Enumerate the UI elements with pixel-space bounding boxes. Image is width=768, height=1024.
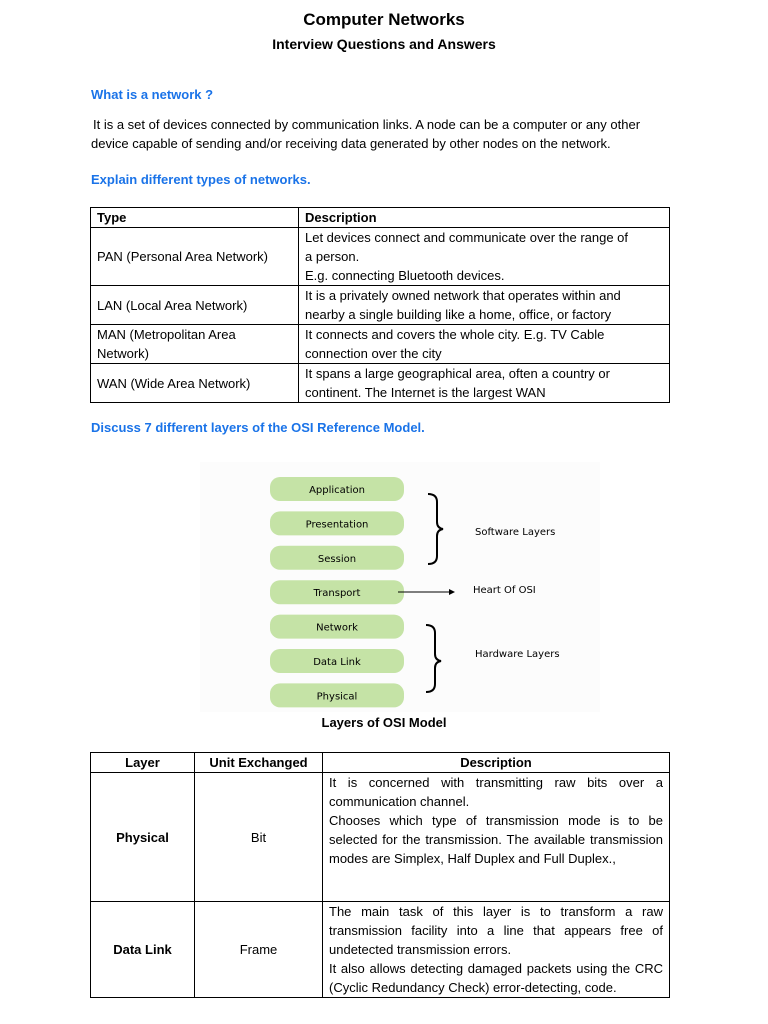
table-row	[91, 364, 670, 403]
type-line: MAN (Metropolitan Area	[97, 327, 236, 342]
layer-label: Transport	[313, 588, 361, 600]
type-line: Network)	[97, 346, 150, 361]
desc-line: Let devices connect and communicate over the range of	[305, 230, 629, 245]
desc-line: E.g. connecting Bluetooth devices.	[305, 268, 505, 283]
table-row	[91, 286, 670, 325]
cell-description	[323, 773, 670, 902]
software-layers-label: Software Layers	[475, 527, 556, 538]
layer-label: Session	[317, 553, 357, 565]
cell-description	[299, 228, 670, 286]
desc-line: connection over the city	[305, 346, 442, 361]
cell-description	[299, 364, 670, 403]
page-title: Computer Networks	[303, 10, 465, 29]
desc-paragraph: It is concerned with transmitting raw bits over a communication channel.	[329, 775, 663, 809]
cell-type: PAN (Personal Area Network)	[91, 228, 299, 286]
question-osi-layers: Discuss 7 different layers of the OSI Reference Model.	[91, 420, 425, 435]
layer-label: Presentation	[305, 519, 369, 531]
header-layer: Layer	[91, 753, 195, 773]
cell-description	[299, 286, 670, 325]
cell-layer: Data Link	[91, 902, 195, 998]
osi-diagram	[200, 462, 600, 712]
table-row	[91, 325, 670, 364]
desc-line: nearby a single building like a home, office, or factory	[305, 307, 612, 322]
desc-line: It is a privately owned network that operates within and	[305, 288, 621, 303]
desc-line: It connects and covers the whole city. E.g. TV Cable	[305, 327, 605, 342]
table-header-row	[91, 208, 670, 228]
cell-type: WAN (Wide Area Network)	[91, 364, 299, 403]
table-row	[91, 228, 670, 286]
cell-unit: Bit	[195, 773, 323, 902]
diagram-caption: Layers of OSI Model	[321, 715, 447, 730]
answer-network-line2: device capable of sending and/or receiving data generated by other nodes on the network.	[91, 136, 611, 151]
layer-stack	[270, 477, 404, 707]
header-description: Description	[299, 208, 670, 228]
desc-paragraph: The main task of this layer is to transform a raw transmission facility into a line that appears free of undetected transmission errors.	[329, 904, 663, 957]
cell-description	[299, 325, 670, 364]
layer-label: Data Link	[313, 657, 361, 668]
layer-label: Network	[316, 622, 358, 634]
table-row	[91, 902, 670, 998]
answer-network-line1: It is a set of devices connected by communication links. A node can be a computer or any other	[93, 117, 641, 132]
heart-of-osi-label: Heart Of OSI	[473, 585, 536, 596]
header-type: Type	[91, 208, 299, 228]
layer-label: Application	[309, 485, 365, 496]
question-network-types: Explain different types of networks.	[91, 172, 311, 187]
network-types-table	[90, 207, 670, 403]
table-header-row	[91, 753, 670, 773]
question-network: What is a network ?	[91, 87, 214, 102]
cell-description	[323, 902, 670, 998]
desc-line: a person.	[305, 249, 360, 264]
desc-paragraph: Chooses which type of transmission mode is to be selected for the transmission. The available transmission modes are Simplex, Half Duplex and Full Duplex.,	[329, 813, 663, 866]
header-description: Description	[323, 753, 670, 773]
cell-layer: Physical	[91, 773, 195, 902]
page-subtitle: Interview Questions and Answers	[272, 36, 496, 52]
cell-type: LAN (Local Area Network)	[91, 286, 299, 325]
header-unit: Unit Exchanged	[195, 753, 323, 773]
osi-layers-table	[90, 752, 670, 998]
desc-paragraph: It also allows detecting damaged packets using the CRC (Cyclic Redundancy Check) error-detecting, code.	[329, 961, 663, 995]
desc-line: It spans a large geographical area, often a country or	[305, 366, 610, 381]
cell-type	[91, 325, 299, 364]
hardware-layers-label: Hardware Layers	[475, 649, 560, 660]
layer-label: Physical	[316, 691, 358, 703]
table-row	[91, 773, 670, 902]
desc-line: continent. The Internet is the largest WAN	[305, 385, 546, 400]
cell-unit: Frame	[195, 902, 323, 998]
